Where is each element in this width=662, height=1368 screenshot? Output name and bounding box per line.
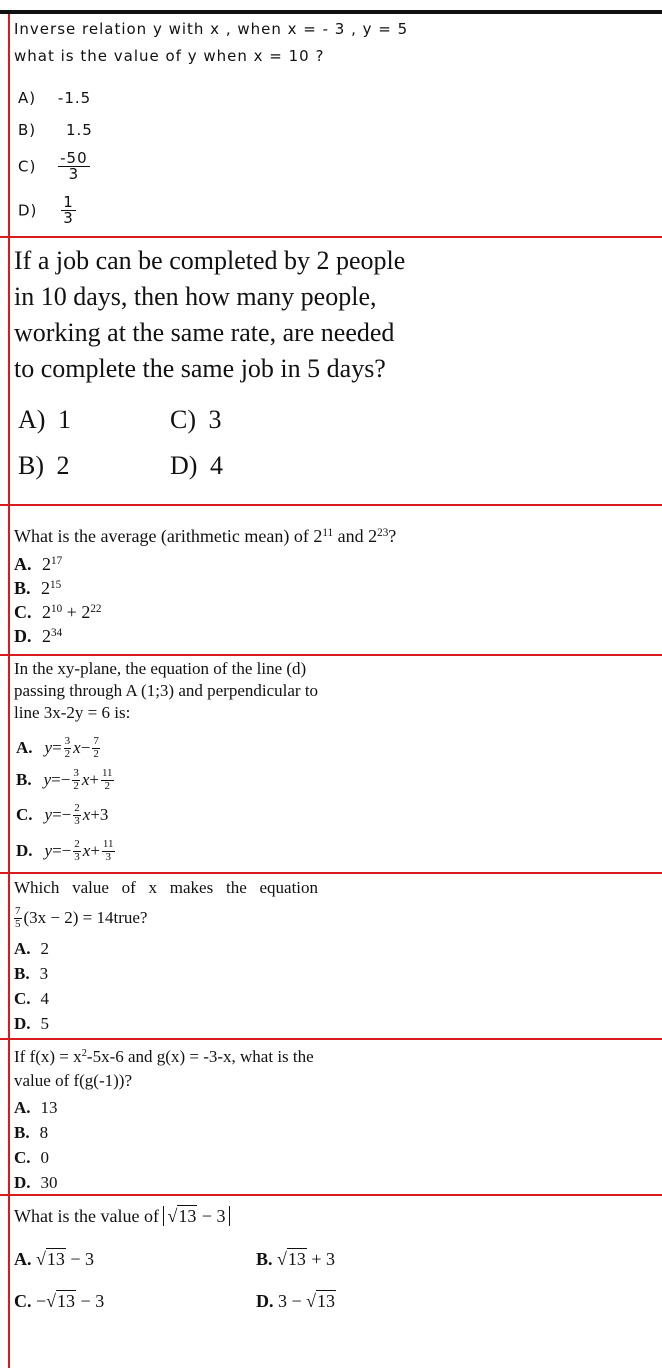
question-5 — [14, 876, 656, 1036]
fraction — [72, 768, 80, 792]
question-1 — [14, 18, 656, 227]
option-c-base: 2 — [81, 602, 91, 622]
option-a-tail: − 3 — [65, 1249, 95, 1269]
question-1-line-2: what is the value of y when x = 10 ? — [14, 47, 325, 65]
question-6-text-start: If f(x) = x — [14, 1047, 82, 1066]
option-d — [170, 451, 223, 481]
option-b-value: 2 — [56, 451, 70, 480]
question-7-text — [14, 1202, 656, 1230]
option-c-label: C. — [14, 1291, 32, 1311]
var-y: y — [44, 738, 53, 757]
power-exponent: 11 — [322, 526, 334, 539]
var-y: y — [44, 841, 53, 860]
question-6 — [14, 1045, 656, 1195]
left-margin-line — [8, 14, 10, 1368]
question-4-line-1: In the xy-plane, the equation of the line (d) — [14, 659, 307, 678]
radicand: 13 — [287, 1249, 306, 1269]
option-b-label: B. — [14, 964, 30, 983]
option-d — [16, 833, 117, 869]
option-a — [18, 88, 91, 108]
question-3-stem: What is the average (arithmetic mean) of — [14, 526, 314, 546]
option-b — [18, 451, 70, 481]
option-d — [18, 195, 76, 226]
sqrt-icon: √ — [277, 1249, 287, 1269]
option-a — [14, 552, 656, 576]
radicand: 13 — [46, 1249, 65, 1269]
option-b-value: 8 — [39, 1123, 49, 1142]
question-1-line-1: Inverse relation y with x , when x = - 3 , y = 5 — [14, 20, 409, 38]
question-7-stem: What is the value of — [14, 1206, 164, 1226]
option-a-value: 13 — [40, 1098, 58, 1117]
option-b-value: 3 — [39, 964, 49, 983]
option-a — [16, 730, 102, 766]
option-b — [14, 576, 656, 600]
equals-sign: = — [51, 770, 61, 789]
separator-2 — [0, 504, 662, 506]
numerator: 2 — [74, 837, 80, 850]
option-a-value: -1.5 — [57, 89, 92, 107]
question-6-line-1 — [14, 1045, 656, 1069]
denominator: 3 — [74, 814, 80, 827]
var-x: x — [73, 738, 81, 757]
option-d-label: D. — [14, 626, 32, 646]
option-d-label: D) — [170, 451, 198, 480]
option-a-label: A. — [16, 738, 33, 757]
denominator: 5 — [15, 917, 21, 930]
question-7 — [14, 1202, 656, 1311]
option-b-label: B. — [256, 1249, 273, 1269]
fraction — [73, 803, 81, 827]
numerator: 11 — [101, 766, 113, 779]
fraction — [102, 839, 115, 863]
option-c — [14, 986, 656, 1011]
option-b-label: B) — [18, 121, 37, 139]
numerator: 2 — [74, 801, 80, 814]
option-d-base: 2 — [42, 626, 51, 646]
option-d-numerator: 1 — [63, 193, 74, 211]
option-b-base: 2 — [41, 578, 51, 598]
absolute-value — [163, 1206, 229, 1226]
fraction — [14, 906, 22, 930]
option-c-fraction — [58, 151, 90, 182]
option-d-label: D. — [256, 1291, 274, 1311]
option-b-label: B. — [16, 770, 32, 789]
var-y: y — [44, 805, 53, 824]
option-c — [14, 1145, 656, 1170]
denominator: 2 — [93, 747, 99, 760]
minus-sign: − — [80, 738, 91, 757]
option-d-label: D. — [14, 1014, 31, 1033]
denominator: 3 — [105, 850, 111, 863]
option-a — [18, 405, 71, 435]
option-b — [18, 120, 93, 140]
option-d-value: 30 — [40, 1173, 58, 1192]
question-3 — [14, 524, 656, 648]
negative-sign: − — [61, 805, 72, 824]
equals-sign: = — [52, 738, 62, 757]
option-c — [170, 405, 222, 435]
option-c-value: 3 — [208, 405, 222, 434]
constant: 3 — [99, 805, 109, 824]
question-2-line-3: working at the same rate, are needed — [14, 318, 395, 347]
option-a-exponent: 17 — [51, 554, 63, 567]
question-2-line-2: in 10 days, then how many people, — [14, 282, 377, 311]
separator-5 — [0, 1038, 662, 1040]
question-3-text — [14, 524, 656, 548]
question-2-line-1: If a job can be completed by 2 people — [14, 246, 406, 275]
option-d-label: D. — [14, 1173, 31, 1192]
sqrt-icon: √ — [167, 1206, 178, 1226]
option-a-label: A. — [14, 939, 31, 958]
equals-sign: = — [52, 841, 62, 860]
option-c-value: 4 — [40, 989, 50, 1008]
plus-sign: + — [90, 841, 100, 860]
separator-6 — [0, 1194, 662, 1196]
option-c-tail: − 3 — [76, 1291, 105, 1311]
denominator: 2 — [104, 779, 111, 792]
option-b-label: B. — [14, 578, 31, 598]
denominator: 3 — [74, 850, 80, 863]
fraction — [73, 839, 81, 863]
question-5-line-1: Which value of x makes the equation — [14, 878, 319, 897]
option-b — [14, 961, 656, 986]
option-c-base: 2 — [42, 602, 51, 622]
option-c-label: C. — [14, 1148, 31, 1167]
option-a-value: 2 — [40, 939, 50, 958]
option-a-base: 2 — [42, 554, 51, 574]
option-a — [14, 1246, 94, 1272]
option-c-value: 0 — [40, 1148, 50, 1167]
option-c-label: C. — [14, 602, 32, 622]
option-d-prefix: 3 − — [278, 1291, 307, 1311]
option-b-value: 1.5 — [65, 121, 93, 139]
option-a-value: 1 — [57, 405, 71, 434]
denominator: 2 — [64, 747, 71, 760]
radicand: 13 — [178, 1206, 197, 1226]
option-c — [14, 1288, 104, 1314]
option-d-value: 5 — [40, 1014, 50, 1033]
option-b — [14, 1120, 656, 1145]
power-base: 2 — [368, 526, 378, 546]
option-b-label: B. — [14, 1123, 30, 1142]
var-y: y — [43, 770, 52, 789]
option-b — [16, 762, 116, 798]
option-b-exponent: 15 — [50, 578, 62, 591]
option-c-label: C. — [14, 989, 31, 1008]
option-c-label: C. — [16, 805, 33, 824]
negative-sign: − — [60, 770, 71, 789]
option-c-exponent: 10 — [51, 602, 63, 615]
radicand: 13 — [317, 1291, 336, 1311]
sqrt-icon: √ — [36, 1249, 46, 1269]
equals-sign: = — [52, 805, 62, 824]
option-d — [14, 1170, 656, 1195]
plus-sign: + — [90, 805, 100, 824]
radicand: 13 — [57, 1291, 76, 1311]
option-c-label: C) — [18, 157, 37, 176]
fraction — [101, 768, 114, 792]
question-5-line-2 — [14, 900, 656, 936]
exponent: 2 — [81, 1048, 87, 1060]
plus-sign: + — [89, 770, 99, 789]
option-b-label: B) — [18, 451, 44, 480]
option-d — [14, 1011, 656, 1036]
separator-4 — [0, 872, 662, 874]
question-5-tail: true? — [113, 908, 148, 927]
equation: (3x − 2) = 14 — [23, 908, 114, 927]
option-a — [14, 1095, 656, 1120]
question-2 — [14, 243, 656, 480]
conjunction: and — [333, 526, 369, 546]
question-2-line-4: to complete the same job in 5 days? — [14, 354, 386, 383]
question-4 — [14, 658, 656, 863]
option-c-numerator: -50 — [60, 149, 88, 167]
question-6-line-2: value of f(g(-1))? — [14, 1071, 132, 1090]
option-d-label: D) — [18, 201, 38, 220]
option-c — [14, 600, 656, 624]
option-c-label: C) — [170, 405, 196, 434]
fraction — [64, 736, 72, 760]
var-x: x — [81, 770, 90, 789]
option-a-label: A. — [14, 1249, 32, 1269]
option-b-tail: + 3 — [306, 1249, 336, 1269]
option-d-denominator: 3 — [63, 209, 74, 227]
separator-1 — [0, 236, 662, 238]
denominator: 2 — [73, 779, 79, 792]
fraction — [92, 736, 100, 760]
option-a-label: A) — [18, 89, 37, 107]
option-a — [14, 936, 656, 961]
var-x: x — [82, 841, 91, 860]
option-c-denominator: 3 — [68, 165, 80, 183]
question-mark: ? — [388, 526, 397, 546]
power-base: 2 — [313, 526, 323, 546]
option-d — [14, 624, 656, 648]
plus-sign: + — [62, 602, 82, 622]
option-a-label: A. — [14, 1098, 31, 1117]
numerator: 3 — [64, 734, 71, 747]
question-6-text-end: -5x-6 and g(x) = -3-x, what is the — [86, 1047, 314, 1066]
numerator: 3 — [73, 766, 79, 779]
negative-sign: − — [61, 841, 72, 860]
option-d-exponent: 34 — [51, 626, 63, 639]
sqrt-icon: √ — [46, 1291, 57, 1311]
option-b — [256, 1246, 335, 1272]
option-d — [256, 1288, 336, 1314]
option-c-exponent: 22 — [90, 602, 102, 615]
power-exponent: 23 — [377, 526, 389, 539]
numerator: 7 — [15, 904, 21, 917]
question-4-line-2: passing through A (1;3) and perpendicular to — [14, 681, 319, 700]
option-a-label: A. — [14, 554, 32, 574]
option-c — [16, 797, 108, 833]
numerator: 7 — [93, 734, 99, 747]
option-d-value: 4 — [209, 451, 223, 480]
numerator: 11 — [102, 837, 114, 850]
separator-3 — [0, 654, 662, 656]
negative-sign: − — [36, 1291, 47, 1311]
option-c — [18, 151, 90, 182]
var-x: x — [82, 805, 91, 824]
top-border — [0, 10, 662, 14]
sqrt-icon: √ — [306, 1291, 317, 1311]
option-a-label: A) — [18, 405, 46, 434]
option-d-label: D. — [16, 841, 33, 860]
option-d-fraction — [61, 195, 76, 226]
minus-three: − 3 — [197, 1206, 226, 1226]
question-4-line-3: line 3x-2y = 6 is: — [14, 703, 131, 722]
